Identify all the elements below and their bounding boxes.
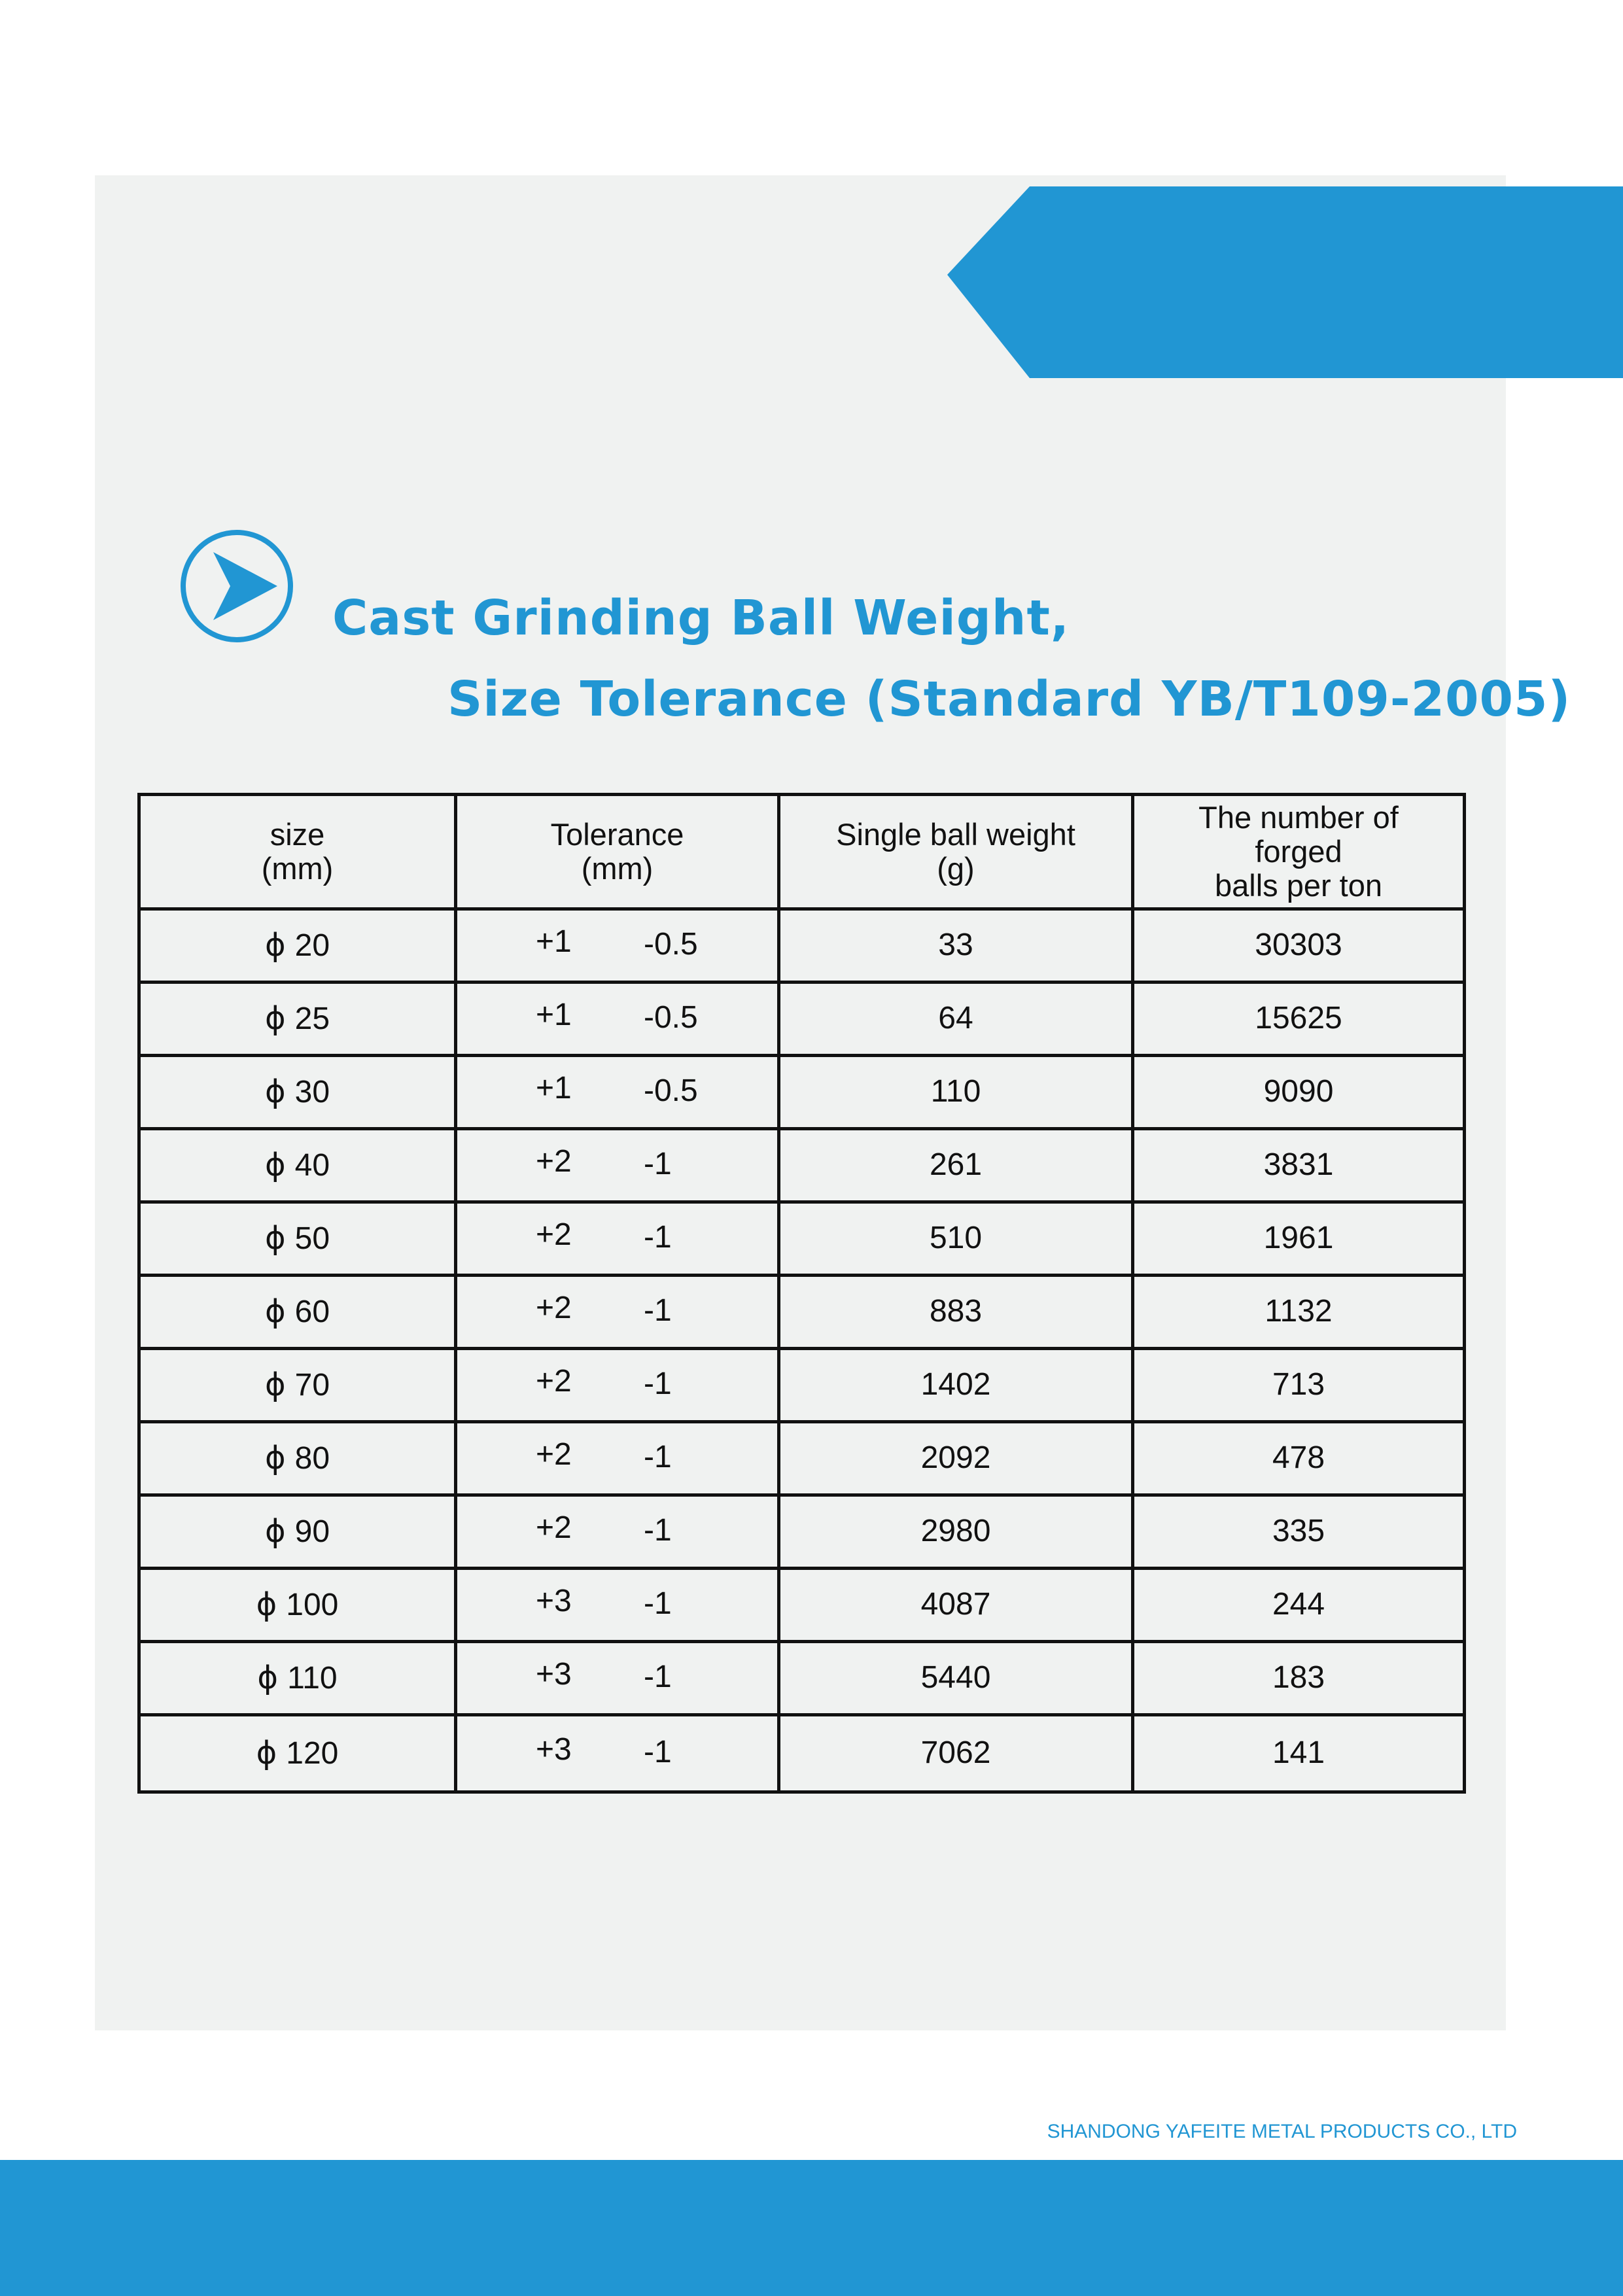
diameter-icon: ϕ (257, 1659, 279, 1696)
tolerance-cell (456, 909, 779, 983)
table-row (139, 909, 1465, 983)
size-cell: ϕ 100 (139, 1569, 456, 1642)
tolerance-plus: +3 (536, 1656, 572, 1692)
tolerance-plus: +2 (536, 1363, 572, 1399)
size-cell: ϕ 110 (139, 1642, 456, 1715)
tolerance-cell (456, 1569, 779, 1642)
weight-cell: 33 (779, 909, 1133, 983)
tolerance-minus: -1 (644, 1659, 672, 1694)
tolerance-plus: +3 (536, 1583, 572, 1618)
header-tolerance: Tolerance (mm) (456, 795, 779, 909)
tolerance-cell (456, 1715, 779, 1792)
diameter-icon: ϕ (264, 926, 286, 964)
count-cell: 141 (1133, 1715, 1465, 1792)
size-cell: ϕ 80 (139, 1422, 456, 1495)
size-cell: ϕ 30 (139, 1056, 456, 1129)
size-cell: ϕ 50 (139, 1202, 456, 1276)
diameter-icon: ϕ (264, 1073, 286, 1110)
header-weight: Single ball weight (g) (779, 795, 1133, 909)
diameter-icon: ϕ (264, 1512, 286, 1550)
tolerance-plus: +2 (536, 1290, 572, 1325)
size-cell: ϕ 120 (139, 1715, 456, 1792)
table-row (139, 1129, 1465, 1202)
size-cell: ϕ 40 (139, 1129, 456, 1202)
weight-cell: 2092 (779, 1422, 1133, 1495)
diameter-icon: ϕ (264, 1000, 286, 1037)
tolerance-plus: +1 (536, 997, 572, 1032)
tolerance-plus: +2 (536, 1143, 572, 1179)
size-cell: ϕ 70 (139, 1349, 456, 1422)
table-row (139, 1642, 1465, 1715)
tolerance-minus: -1 (644, 1366, 672, 1401)
size-cell: ϕ 20 (139, 909, 456, 983)
company-name: SHANDONG YAFEITE METAL PRODUCTS CO., LTD (1047, 2121, 1517, 2142)
tolerance-minus: -0.5 (644, 1073, 698, 1108)
table-row (139, 983, 1465, 1056)
count-cell: 1132 (1133, 1276, 1465, 1349)
tolerance-cell (456, 1495, 779, 1569)
tolerance-minus: -1 (644, 1734, 672, 1769)
weight-cell: 7062 (779, 1715, 1133, 1792)
tolerance-cell (456, 983, 779, 1056)
diameter-icon: ϕ (264, 1146, 286, 1183)
diameter-icon: ϕ (264, 1293, 286, 1330)
chevron-right-circle-icon (179, 529, 294, 644)
size-cell: ϕ 25 (139, 983, 456, 1056)
table-row (139, 1349, 1465, 1422)
weight-cell: 4087 (779, 1569, 1133, 1642)
tolerance-cell (456, 1276, 779, 1349)
count-cell: 713 (1133, 1349, 1465, 1422)
count-cell: 9090 (1133, 1056, 1465, 1129)
table-row (139, 1202, 1465, 1276)
diameter-icon: ϕ (264, 1219, 286, 1257)
tolerance-plus: +2 (536, 1217, 572, 1252)
table-row (139, 1495, 1465, 1569)
diameter-icon: ϕ (256, 1734, 277, 1771)
tolerance-plus: +1 (536, 924, 572, 959)
tolerance-minus: -1 (644, 1439, 672, 1474)
ball-spec-table (137, 793, 1466, 1794)
tolerance-minus: -1 (644, 1512, 672, 1548)
size-cell: ϕ 60 (139, 1276, 456, 1349)
count-cell: 183 (1133, 1642, 1465, 1715)
table-row (139, 1056, 1465, 1129)
size-cell: ϕ 90 (139, 1495, 456, 1569)
weight-cell: 883 (779, 1276, 1133, 1349)
count-cell: 478 (1133, 1422, 1465, 1495)
count-cell: 30303 (1133, 909, 1465, 983)
tolerance-cell (456, 1056, 779, 1129)
page-title: Cast Grinding Ball Weight, (332, 590, 1070, 646)
weight-cell: 5440 (779, 1642, 1133, 1715)
count-cell: 1961 (1133, 1202, 1465, 1276)
diameter-icon: ϕ (264, 1439, 286, 1476)
tolerance-plus: +1 (536, 1070, 572, 1105)
tolerance-minus: -1 (644, 1586, 672, 1621)
table-row (139, 1276, 1465, 1349)
page-subtitle: Size Tolerance (Standard YB/T109-2005) (447, 671, 1571, 727)
tolerance-minus: -0.5 (644, 1000, 698, 1035)
tolerance-plus: +2 (536, 1510, 572, 1545)
tolerance-cell (456, 1202, 779, 1276)
header-count: The number of forged balls per ton (1133, 795, 1465, 909)
tolerance-minus: -1 (644, 1293, 672, 1328)
table-row (139, 1422, 1465, 1495)
weight-cell: 64 (779, 983, 1133, 1056)
weight-cell: 261 (779, 1129, 1133, 1202)
weight-cell: 2980 (779, 1495, 1133, 1569)
diameter-icon: ϕ (256, 1586, 277, 1623)
tolerance-plus: +3 (536, 1731, 572, 1767)
count-cell: 15625 (1133, 983, 1465, 1056)
tolerance-minus: -0.5 (644, 926, 698, 962)
footer-bar (0, 2160, 1623, 2296)
tolerance-cell (456, 1349, 779, 1422)
table-row (139, 1569, 1465, 1642)
weight-cell: 1402 (779, 1349, 1133, 1422)
table-row (139, 1715, 1465, 1792)
tolerance-minus: -1 (644, 1219, 672, 1255)
count-cell: 3831 (1133, 1129, 1465, 1202)
table-header-row (139, 795, 1465, 909)
header-size: size (mm) (139, 795, 456, 909)
diameter-icon: ϕ (264, 1366, 286, 1403)
tolerance-cell (456, 1422, 779, 1495)
tolerance-cell (456, 1129, 779, 1202)
count-cell: 244 (1133, 1569, 1465, 1642)
weight-cell: 510 (779, 1202, 1133, 1276)
weight-cell: 110 (779, 1056, 1133, 1129)
tolerance-minus: -1 (644, 1146, 672, 1181)
tolerance-plus: +2 (536, 1436, 572, 1472)
count-cell: 335 (1133, 1495, 1465, 1569)
tolerance-cell (456, 1642, 779, 1715)
